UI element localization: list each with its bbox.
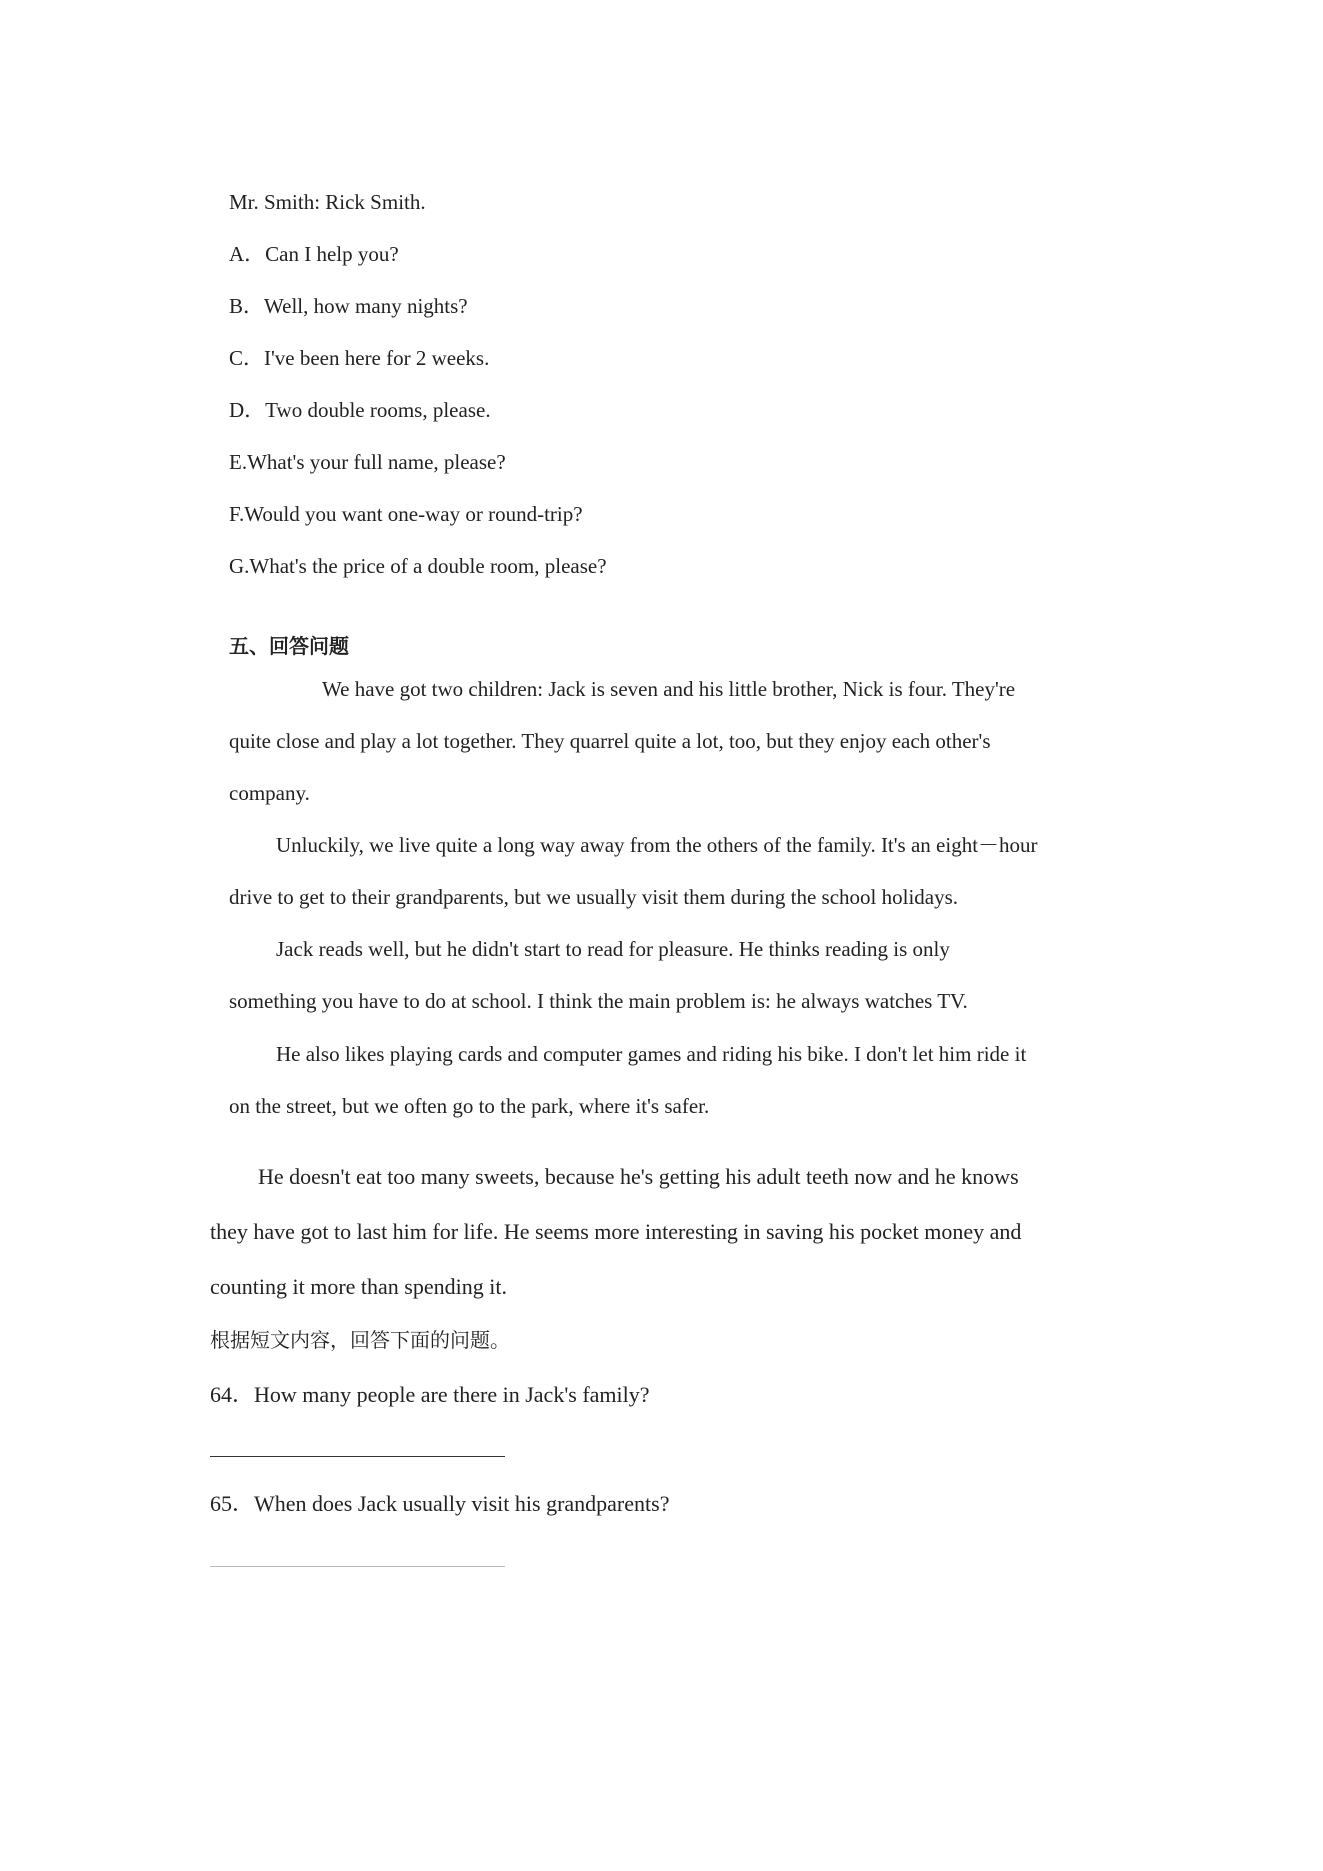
passage-line-11: they have got to last him for life. He seems more interesting in saving his pocket money and [210,1219,1022,1244]
dialogue-end-line: Mr. Smith: Rick Smith. [229,190,426,214]
answer-blank-65 [210,1566,505,1567]
passage-line-6: Jack reads well, but he didn't start to read for pleasure. He thinks reading is only [276,937,950,961]
question-65: 65．When does Jack usually visit his grandparents? [210,1491,670,1516]
passage-line-9: on the street, but we often go to the park, where it's safer. [229,1094,710,1118]
passage-line-7: something you have to do at school. I think the main problem is: he always watches TV. [229,989,968,1013]
question-64: 64．How many people are there in Jack's family? [210,1382,650,1407]
passage-line-2: quite close and play a lot together. They quarrel quite a lot, too, but they enjoy each other's [229,729,991,753]
passage-line-5: drive to get to their grandparents, but we usually visit them during the school holidays. [229,885,959,909]
passage-line-4: Unluckily, we live quite a long way away from the others of the family. It's an eight－hour [276,833,1038,857]
passage-line-10: He doesn't eat too many sweets, because he's getting his adult teeth now and he knows [258,1164,1019,1189]
passage-line-8: He also likes playing cards and computer games and riding his bike. I don't let him ride it [276,1042,1027,1066]
answer-blank-64 [210,1456,505,1457]
option-f: F.Would you want one-way or round-trip? [229,502,583,526]
option-b: B．Well, how many nights? [229,294,468,318]
option-e: E.What's your full name, please? [229,450,506,474]
option-c: C．I've been here for 2 weeks. [229,346,490,370]
passage-line-12: counting it more than spending it. [210,1274,507,1299]
option-a: A．Can I help you? [229,242,399,266]
option-d: D．Two double rooms, please. [229,398,491,422]
passage-line-3: company. [229,781,310,805]
passage-line-1: We have got two children: Jack is seven and his little brother, Nick is four. They're [322,677,1016,701]
instruction: 根据短文内容，回答下面的问题。 [210,1328,510,1352]
option-g: G.What's the price of a double room, please? [229,554,607,578]
section-title: 五、回答问题 [229,634,349,658]
